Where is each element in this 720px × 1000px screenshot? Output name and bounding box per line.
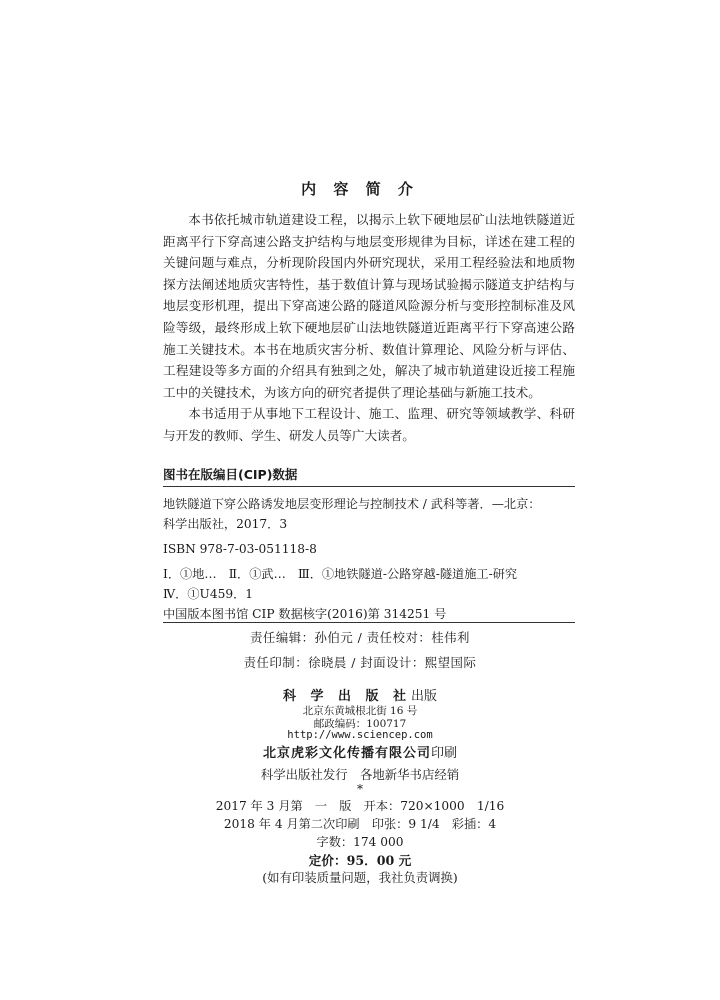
publisher-url: http://www.sciencep.com (287, 729, 433, 741)
cip-classification-2: Ⅳ．①U459．1 (163, 587, 254, 601)
publisher-address: 北京东黄城根北街 16 号 (302, 705, 418, 717)
abstract-paragraph-2: 本书适用于从事地下工程设计、施工、监理、研究等领域教学、科研与开发的教师、学生、研发人员等广大读者。 (163, 406, 575, 443)
cip-classification-1: Ⅰ．①地… Ⅱ．①武… Ⅲ．①地铁隧道-公路穿越-隧道施工-研究 (163, 567, 518, 581)
publisher-suffix: 出版 (411, 689, 438, 704)
cip-isbn: ISBN 978-7-03-051118-8 (163, 542, 317, 556)
cip-title-line: 地铁隧道下穿公路诱发地层变形理论与控制技术 / 武科等著．—北京： (163, 497, 541, 511)
cip-block (163, 494, 575, 624)
cip-publisher-line: 科学出版社，2017．3 (163, 517, 288, 531)
cip-record-number: 中国版本图书馆 CIP 数据核字(2016)第 314251 号 (163, 607, 447, 621)
abstract-body (163, 209, 575, 447)
printer-suffix: 印刷 (431, 746, 458, 761)
printer-line (0, 742, 720, 761)
price: 定价：95．00 元 (308, 853, 412, 868)
cip-bottom-rule (163, 622, 575, 623)
publisher-name: 科 学 出 版 社 (282, 689, 412, 704)
printer-name: 北京虎彩文化传播有限公司 (262, 746, 431, 761)
cip-top-rule (163, 486, 575, 487)
editor-line: 责任编辑：孙伯元 / 责任校对：桂伟利 (250, 630, 470, 645)
publisher-line (0, 685, 720, 704)
abstract-paragraph-1: 本书依托城市轨道建设工程，以揭示上软下硬地层矿山法地铁隧道近距离平行下穿高速公路支护结构与地层变形规律为目标，详述在建工程的关键问题与难点，分析现阶段国内外研究现状，采用工程经验法和地质物探方法阐述地质灾害特性，基于数值计算与现场试验揭示隧道支护结构与地层变形机理，提出下穿高速公路的隧道风险源分析与变形控制标准及风险等级，最终形成上软下硬地层矿山法地铁隧道近距离平行下穿高速公路施工关键技术。本书在地质灾害分析、数值计算理论、风险分析与评估、工程建设等多方面的介绍具有独到之处，解决了城市轨道建设近接工程施工中的关键技术，为该方向的研究者提供了理论基础与新施工技术。 (163, 212, 575, 400)
edition-line-1: 2017 年 3 月第 一 版 开本：720×1000 1/16 (215, 799, 505, 813)
publisher-postcode: 邮政编码：100717 (313, 718, 407, 730)
quality-note: (如有印装质量问题，我社负责调换) (262, 870, 458, 885)
cip-heading: 图书在版编目(CIP)数据 (163, 467, 298, 482)
separator-star: * (357, 782, 363, 796)
edition-line-2: 2018 年 4 月第二次印刷 印张：9 1/4 彩插：4 (223, 817, 497, 831)
abstract-title: 内 容 简 介 (301, 180, 419, 198)
production-line: 责任印制：徐晓晨 / 封面设计：熙望国际 (243, 655, 477, 670)
distribution-line: 科学出版社发行 各地新华书店经销 (260, 767, 460, 782)
word-count: 字数：174 000 (316, 835, 404, 849)
